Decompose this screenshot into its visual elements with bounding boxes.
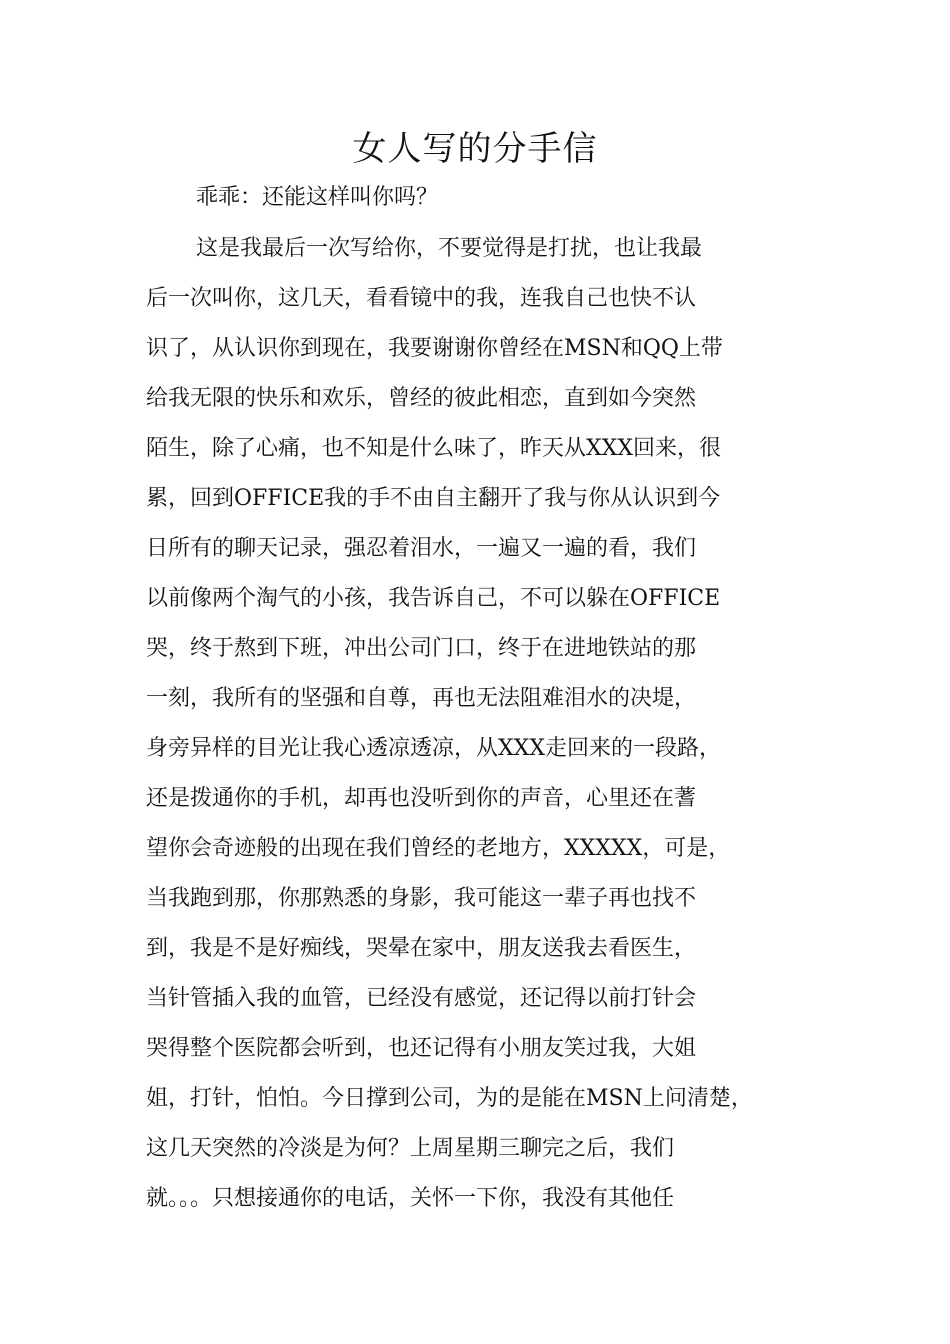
text-line: 哭，终于熬到下班，冲出公司门口，终于在进地铁站的那 [146,636,697,661]
text-line: 这是我最后一次写给你，不要觉得是打扰，也让我最 [196,236,703,261]
text-line: 一刻，我所有的坚强和自尊，再也无法阻难泪水的决堤， [146,686,697,711]
text-line: 后一次叫你，这几天，看看镜中的我，连我自己也快不认 [146,286,697,311]
text-line: 当针管插入我的血管，已经没有感觉，还记得以前打针会 [146,986,697,1011]
text-line: 这几天突然的冷淡是为何？上周星期三聊完之后，我们 [146,1136,675,1161]
text-line: 望你会奇迹般的出现在我们曾经的老地方，XXXXX，可是， [146,836,731,861]
text-line: 以前像两个淘气的小孩，我告诉自己，不可以躲在OFFICE [146,586,721,611]
text-line: 当我跑到那，你那熟悉的身影，我可能这一辈子再也找不 [146,886,697,911]
text-line: 还是拨通你的手机，却再也没听到你的声音，心里还在蓍 [146,786,697,811]
text-line: 到，我是不是好痴线，哭晕在家中，朋友送我去看医生， [146,936,697,961]
text-line: 就。。。只想接通你的电话，关怀一下你，我没有其他任 [146,1186,675,1211]
text-line: 陌生，除了心痛，也不知是什么味了，昨天从XXX回来，很 [146,436,721,461]
document-title: 女人写的分手信 [352,129,598,169]
text-line: 识了，从认识你到现在，我要谢谢你曾经在MSN和QQ上带 [146,336,723,361]
text-line: 给我无限的快乐和欢乐，曾经的彼此相恋，直到如今突然 [146,386,697,411]
text-line: 哭得整个医院都会听到，也还记得有小朋友笑过我，大姐 [146,1036,697,1061]
letter-greeting: 乖乖：还能这样叫你吗？ [196,185,439,210]
text-line: 累，回到OFFICE我的手不由自主翻开了我与你从认识到今 [146,486,721,511]
text-line: 姐，打针，怕怕。今日撑到公司，为的是能在MSN上问清楚， [146,1086,753,1111]
text-line: 身旁异样的目光让我心透凉透凉，从XXX走回来的一段路， [146,736,721,761]
letter-body [146,230,826,1230]
text-line: 日所有的聊天记录，强忍着泪水，一遍又一遍的看，我们 [146,536,697,561]
